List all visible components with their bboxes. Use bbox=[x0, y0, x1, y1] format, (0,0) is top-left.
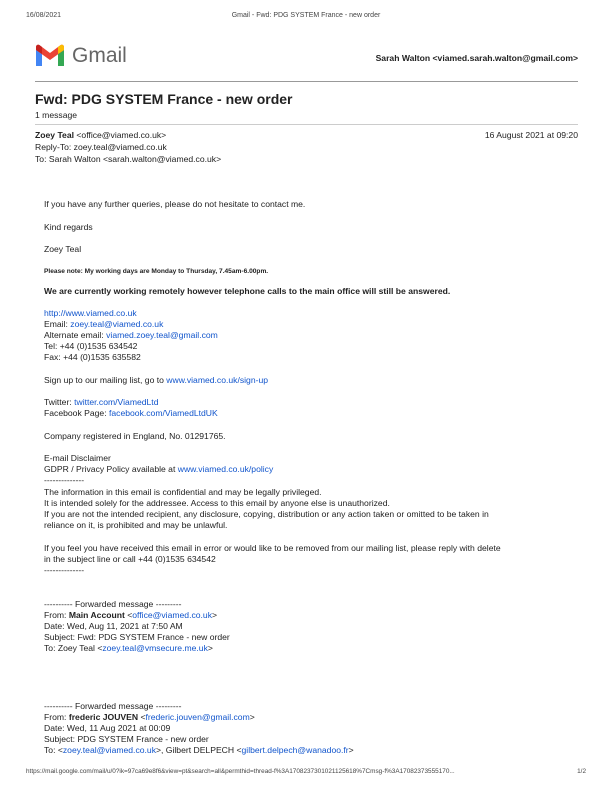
disclaimer-dashes: -------------- bbox=[44, 475, 85, 485]
to-email-link[interactable]: zoey.teal@vmsecure.me.uk bbox=[102, 643, 208, 653]
gdpr-label: GDPR / Privacy Policy available at bbox=[44, 464, 178, 474]
page-number: 1/2 bbox=[577, 768, 586, 775]
signature-name: Zoey Teal bbox=[44, 244, 82, 254]
from-label: From: bbox=[44, 610, 69, 620]
gdpr-link[interactable]: www.viamed.co.uk/policy bbox=[177, 464, 274, 474]
email-line bbox=[44, 319, 163, 330]
alt-email-link[interactable]: viamed.zoey.teal@gmail.com bbox=[106, 330, 218, 340]
gmail-m-icon bbox=[34, 44, 66, 68]
signup-label: Sign up to our mailing list, go to bbox=[44, 375, 167, 385]
gmail-wordmark: Gmail bbox=[72, 44, 127, 67]
twitter-line bbox=[44, 397, 158, 408]
thread-subject: Fwd: PDG SYSTEM France - new order bbox=[35, 91, 293, 107]
confidential-line: If you are not the intended recipient, any disclosure, copying, distribution or any action taken or omitted to be taken in bbox=[44, 509, 489, 519]
body-end-dashes: -------------- bbox=[44, 565, 85, 575]
twitter-label: Twitter: bbox=[44, 397, 75, 407]
from-bracket-close: > bbox=[249, 712, 255, 722]
from-bracket: < bbox=[124, 610, 133, 620]
forward-from bbox=[44, 610, 217, 621]
website-anchor[interactable]: http://www.viamed.co.uk bbox=[44, 308, 137, 318]
subject-divider bbox=[35, 124, 578, 125]
sender bbox=[35, 130, 166, 140]
forward-date: Date: Wed, Aug 11, 2021 at 7:50 AM bbox=[44, 621, 183, 631]
from-name: frederic JOUVEN bbox=[68, 712, 139, 722]
forward-subject: Subject: PDG SYSTEM France - new order bbox=[44, 734, 209, 744]
message-date: 16 August 2021 at 09:20 bbox=[484, 130, 578, 140]
from-name: Main Account bbox=[68, 610, 125, 620]
to-bracket-close: > bbox=[348, 745, 354, 755]
confidential-line: It is intended solely for the addressee. Access to this email by anyone else is unauthorized. bbox=[44, 498, 390, 508]
gmail-logo[interactable] bbox=[34, 44, 66, 70]
fax: Fax: +44 (0)1535 635582 bbox=[44, 352, 141, 362]
from-label: From: bbox=[44, 712, 69, 722]
print-url: https://mail.google.com/mail/u/0?ik=97ca69e8f6&view=pt&search=all&permthid=thread-f%3A1708237301021125618%7Cmsg-f%3A17082373555170... bbox=[26, 768, 455, 775]
from-bracket-close: > bbox=[212, 610, 218, 620]
reply-to: Reply-To: zoey.teal@viamed.co.uk bbox=[35, 142, 167, 152]
alt-email-label: Alternate email: bbox=[44, 330, 107, 340]
confidential-line: The information in this email is confidential and may be legally privileged. bbox=[44, 487, 322, 497]
forward-marker: ---------- Forwarded message --------- bbox=[44, 599, 182, 609]
facebook-link[interactable]: facebook.com/ViamedLtdUK bbox=[108, 408, 218, 418]
body-paragraph: If you have any further queries, please do not hesitate to contact me. bbox=[44, 199, 306, 209]
alt-email-line bbox=[44, 330, 218, 341]
company-registration: Company registered in England, No. 01291765. bbox=[44, 431, 226, 441]
recipient: To: Sarah Walton <sarah.walton@viamed.co.uk> bbox=[35, 154, 222, 164]
from-email-link[interactable]: frederic.jouven@gmail.com bbox=[145, 712, 250, 722]
signup-link[interactable]: www.viamed.co.uk/sign-up bbox=[166, 375, 269, 385]
print-date: 16/08/2021 bbox=[26, 12, 62, 19]
error-notice: If you feel you have received this email in error or would like to be removed from our mailing list, please reply with delete bbox=[44, 543, 501, 553]
website-link[interactable] bbox=[44, 308, 137, 319]
email-link[interactable]: zoey.teal@viamed.co.uk bbox=[70, 319, 164, 329]
kind-regards: Kind regards bbox=[44, 222, 93, 232]
forward-to bbox=[44, 643, 213, 654]
confidential-line: reliance on it, is prohibited and may be unlawful. bbox=[44, 520, 228, 530]
twitter-link[interactable]: twitter.com/ViamedLtd bbox=[74, 397, 159, 407]
to-label: To: Zoey Teal < bbox=[44, 643, 103, 653]
from-email-link[interactable]: office@viamed.co.uk bbox=[132, 610, 213, 620]
to-email-link[interactable]: zoey.teal@viamed.co.uk bbox=[62, 745, 156, 755]
error-notice: in the subject line or call +44 (0)1535 634542 bbox=[44, 554, 216, 564]
disclaimer-title: E-mail Disclaimer bbox=[44, 453, 111, 463]
header-divider bbox=[35, 81, 578, 82]
email-label: Email: bbox=[44, 319, 71, 329]
forward-from bbox=[44, 712, 255, 723]
account-info: Sarah Walton <viamed.sarah.walton@gmail.com> bbox=[375, 53, 578, 63]
forward-to bbox=[44, 745, 354, 756]
forward-date: Date: Wed, 11 Aug 2021 at 00:09 bbox=[44, 723, 171, 733]
to-email-link[interactable]: gilbert.delpech@wanadoo.fr bbox=[241, 745, 349, 755]
sender-name: Zoey Teal bbox=[35, 130, 75, 140]
message-count: 1 message bbox=[35, 110, 78, 120]
remote-notice: We are currently working remotely however telephone calls to the main office will still be answered. bbox=[44, 286, 451, 296]
facebook-label: Facebook Page: bbox=[44, 408, 109, 418]
to-bracket-close: > bbox=[207, 643, 213, 653]
working-days-note: Please note: My working days are Monday to Thursday, 7.45am-6.00pm. bbox=[44, 268, 269, 275]
to-label: To: < bbox=[44, 745, 63, 755]
sender-email: <office@viamed.co.uk> bbox=[76, 130, 167, 140]
print-title: Gmail - Fwd: PDG SYSTEM France - new order bbox=[231, 12, 381, 19]
signup-line bbox=[44, 375, 268, 386]
facebook-line bbox=[44, 408, 218, 419]
from-bracket: < bbox=[138, 712, 146, 722]
forward-subject: Subject: Fwd: PDG SYSTEM France - new order bbox=[44, 632, 230, 642]
to-separator: >, Gilbert DELPECH < bbox=[156, 745, 242, 755]
telephone: Tel: +44 (0)1535 634542 bbox=[44, 341, 138, 351]
gdpr-line bbox=[44, 464, 273, 475]
forward-marker: ---------- Forwarded message --------- bbox=[44, 701, 182, 711]
